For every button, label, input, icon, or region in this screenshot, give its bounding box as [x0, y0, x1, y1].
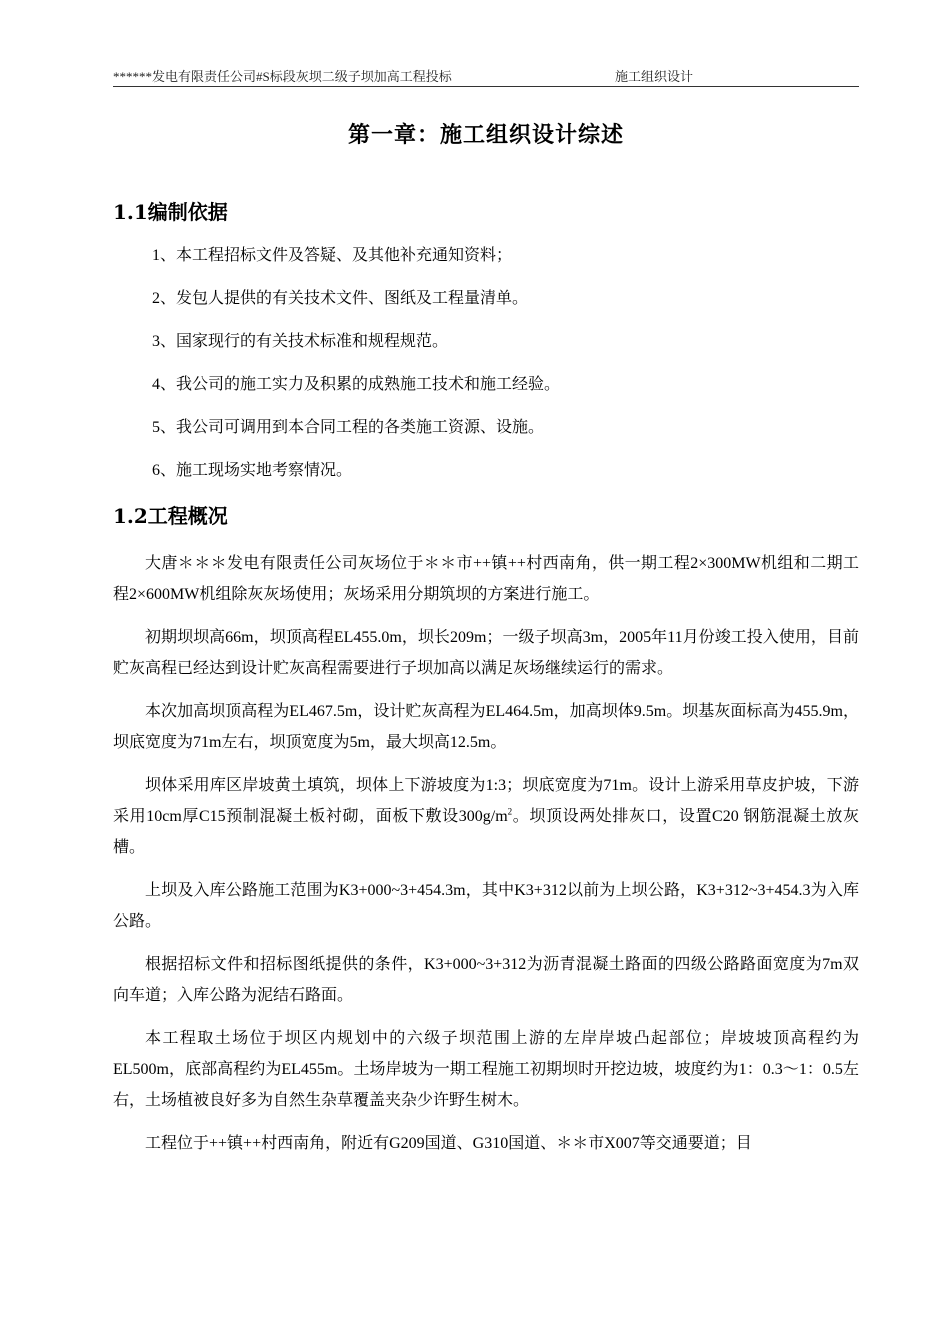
project-overview: [113, 548, 859, 1171]
basis-list: [152, 244, 859, 502]
header-left-text: ******发电有限责任公司#S标段灰坝二级子坝加高工程投标: [113, 69, 452, 84]
paragraph: 根据招标文件和招标图纸提供的条件，K3+000~3+312为沥青混凝土路面的四级公路路面宽度为7m双向车道；入库公路为泥结石路面。: [113, 956, 859, 1004]
list-item: 3、国家现行的有关技术标准和规程规范。: [152, 333, 449, 350]
header-divider: [113, 86, 859, 87]
list-item: 1、本工程招标文件及答疑、及其他补充通知资料；: [152, 247, 513, 264]
section-heading-1-2: 1.2工程概况: [113, 504, 228, 528]
list-item: 6、施工现场实地考察情况。: [152, 462, 353, 479]
paragraph-text: 坝体采用库区岸坡黄土填筑，坝体上下游坡度为1:3；坝底宽度为71m。设计上游采用草皮护坡，下游采用10cm厚C15预制混凝土板衬砌，面板下敷设300g/m: [113, 777, 859, 825]
list-item: 2、发包人提供的有关技术文件、图纸及工程量清单。: [152, 290, 529, 307]
paragraph: 本次加高坝顶高程为EL467.5m，设计贮灰高程为EL464.5m，加高坝体9.5m。坝基灰面标高为455.9m，坝底宽度为71m左右，坝顶宽度为5m，最大坝高12.5m。: [113, 703, 859, 751]
page-header: [113, 66, 859, 86]
superscript: 2: [507, 806, 513, 817]
paragraph: 初期坝坝高66m，坝顶高程EL455.0m，坝长209m；一级子坝高3m，2005年11月份竣工投入使用，目前贮灰高程已经达到设计贮灰高程需要进行子坝加高以满足灰场继续运行的需求。: [113, 629, 859, 677]
paragraph: 上坝及入库公路施工范围为K3+000~3+454.3m，其中K3+312以前为上坝公路，K3+312~3+454.3为入库公路。: [113, 882, 859, 930]
paragraph-text: 。坝顶设两处排灰口，设置C20 钢筋混凝土放灰槽。: [113, 808, 859, 856]
list-item: 5、我公司可调用到本合同工程的各类施工资源、设施。: [152, 419, 545, 436]
paragraph: 本工程取土场位于坝区内规划中的六级子坝范围上游的左岸岸坡凸起部位；岸坡坡顶高程约为EL500m，底部高程约为EL455m。土场岸坡为一期工程施工初期坝时开挖边坡，坡度约为1：0.3～1：0.5左右，土场植被良好多为自然生杂草覆盖夹杂少许野生树木。: [113, 1030, 859, 1109]
chapter-title: 第一章：施工组织设计综述: [347, 122, 624, 148]
paragraph: [113, 770, 859, 863]
list-item: 4、我公司的施工实力及积累的成熟施工技术和施工经验。: [152, 376, 561, 393]
paragraph: 大唐＊＊＊发电有限责任公司灰场位于＊＊市++镇++村西南角，供一期工程2×300MW机组和二期工程2×600MW机组除灰灰场使用；灰场采用分期筑坝的方案进行施工。: [113, 555, 859, 603]
section-heading-1-1: 1.1编制依据: [113, 200, 228, 224]
header-right-text: 施工组织设计: [615, 69, 694, 84]
paragraph: 工程位于++镇++村西南角，附近有G209国道、G310国道、＊＊市X007等交通要道；目: [145, 1135, 752, 1152]
